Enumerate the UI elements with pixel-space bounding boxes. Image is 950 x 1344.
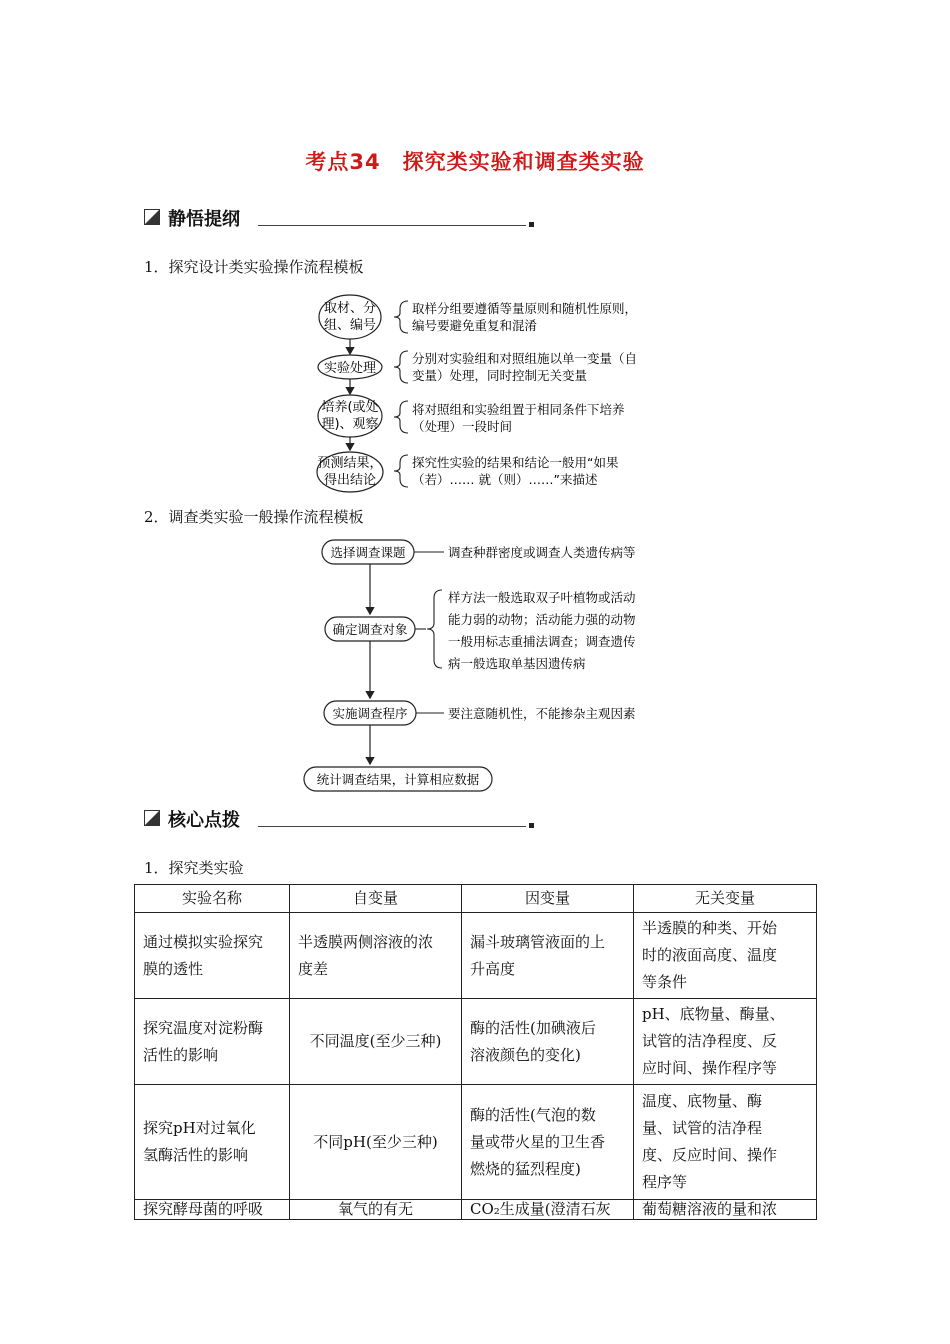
flow1-note1-line2: 编号要避免重复和混淆 [412,318,538,333]
table-cell [462,1085,634,1200]
table-cell [135,1200,290,1220]
subheading-inquiry-experiments: 1．探究类实验 [144,859,244,877]
flow1-note3-line1: 将对照组和实验组置于相同条件下培养 [412,402,625,417]
table-cell [135,913,290,999]
cell-line: 探究酵母菌的呼吸 [143,1200,264,1218]
section-rule [258,826,526,827]
cell-line: 探究温度对淀粉酶 [143,1018,264,1037]
section-title-outline: 静悟提纲 [168,209,240,230]
flow1-brace [394,301,408,333]
table-cell [290,913,462,999]
flow2-node-topic [322,540,414,564]
section-header-outline [144,206,534,230]
table-cell [290,1085,462,1200]
table-cell [634,913,817,999]
section-rule-end-dot [529,222,534,227]
flow1-node-sampling [319,295,381,339]
flow1-note1-line1: 取样分组要遵循等量原则和随机性原则， [412,301,638,316]
cell-line: 通过模拟实验探究 [143,932,264,951]
flow2-node-procedure [324,701,416,725]
flow2-node-object-label: 确定调查对象 [332,622,408,637]
table-row [135,1085,817,1200]
flow2-node-object [325,617,415,641]
flow1-note4-line2: （若）…… 就（则）……”来描述 [412,472,598,487]
flow2-node-statistics [304,767,492,791]
table-header-row [135,885,817,913]
cell-line: 半透膜的种类、开始 [642,919,778,937]
table-cell [462,913,634,999]
table-cell [634,1085,817,1200]
flow1-note4-line1: 探究性实验的结果和结论一般用“如果 [412,455,619,470]
table-cell [462,1200,634,1220]
cell-line: 酶的活性(气泡的数 [470,1105,596,1124]
cell-line: 温度、底物量、酶 [642,1092,763,1110]
cell-line: pH、底物量、酶量、 [642,1005,785,1023]
cell-line: 升高度 [470,959,516,978]
cell-line: 量或带火星的卫生香 [470,1132,606,1151]
section-rule [258,225,526,226]
page-title: 考点34 探究类实验和调查类实验 [305,150,645,174]
flow2-brace [427,590,442,668]
table-cell [290,999,462,1085]
flow2-note2-line1: 样方法一般选取双子叶植物或活动 [448,590,636,605]
cell-line: 度差 [298,959,329,978]
flow1-note3-line2: （处理）一段时间 [412,419,513,434]
cell-line: 不同pH(至少三种) [313,1132,438,1151]
cell-line: 应时间、操作程序等 [642,1059,778,1077]
table-cell [135,999,290,1085]
table-cell [462,999,634,1085]
section-title-core: 核心点拨 [168,810,240,831]
cell-line: 探究pH对过氧化 [143,1119,256,1137]
flow1-node-observe [318,395,382,437]
flow1-node-conclusion-line2: 得出结论 [323,473,377,488]
header-dependent-variable: 因变量 [462,885,634,913]
flow1-node-sampling-line2: 组、编号 [323,318,377,333]
cell-line: CO₂生成量(澄清石灰 [470,1200,611,1218]
flow2-note3: 要注意随机性，不能掺杂主观因素 [448,706,636,721]
flow2-node-procedure-label: 实施调查程序 [332,706,408,721]
subheading-survey-flow: 2．调查类实验一般操作流程模板 [144,508,364,526]
cell-line: 氧气的有无 [337,1200,413,1218]
flow1-brace [394,401,408,433]
flow2-note2-line3: 一般用标志重捕法调查；调查遗传 [448,634,636,649]
flow2-note1: 调查种群密度或调查人类遗传病等 [448,545,636,560]
cell-line: 时的液面高度、温度 [642,946,778,964]
cell-line: 程序等 [642,1173,688,1191]
table-cell [634,1200,817,1220]
table-cell [634,999,817,1085]
header-experiment-name: 实验名称 [135,885,290,913]
flow2-node-topic-label: 选择调查课题 [330,545,406,560]
flow1-note2-line2: 变量）处理，同时控制无关变量 [412,368,588,383]
survey-flow-diagram [300,538,660,798]
cell-line: 溶液颜色的变化) [470,1045,581,1064]
cell-line: 不同温度(至少三种) [309,1032,442,1050]
cell-line: 活性的影响 [143,1045,219,1064]
section-marker-icon [144,209,160,225]
experiment-table [134,884,817,1220]
flow1-node-conclusion-line1: 预测结果， [317,456,383,471]
flow1-node-treatment-label: 实验处理 [323,361,377,376]
flow2-note2-line4: 病一般选取单基因遗传病 [448,656,586,671]
table-row [135,1200,817,1220]
flow1-node-sampling-line1: 取材、分 [323,301,377,316]
section-header-core [144,807,534,831]
cell-line: 度、反应时间、操作 [642,1146,778,1164]
inquiry-flow-diagram [310,293,650,493]
cell-line: 氢酶活性的影响 [143,1146,249,1164]
cell-line: 量、试管的洁净程 [642,1119,763,1137]
cell-line: 葡萄糖溶液的量和浓 [642,1200,778,1218]
table-cell [135,1085,290,1200]
flow1-brace [394,455,408,487]
table-cell [290,1200,462,1220]
cell-line: 半透膜两侧溶液的浓 [298,932,434,951]
section-rule-end-dot [529,823,534,828]
flow1-node-observe-line1: 培养(或处 [321,400,379,415]
flow1-brace [394,351,408,383]
cell-line: 等条件 [642,973,688,991]
cell-line: 膜的透性 [143,959,204,978]
flow1-note2-line1: 分别对实验组和对照组施以单一变量（自 [412,351,638,366]
header-independent-variable: 自变量 [290,885,462,913]
cell-line: 试管的洁净程度、反 [642,1032,778,1050]
cell-line: 酶的活性(加碘液后 [470,1018,596,1037]
subheading-inquiry-flow: 1．探究设计类实验操作流程模板 [144,258,364,276]
section-marker-icon [144,810,160,826]
cell-line: 燃烧的猛烈程度) [470,1159,581,1178]
flow1-node-conclusion [317,452,383,492]
cell-line: 漏斗玻璃管液面的上 [470,932,606,951]
table-row [135,913,817,999]
header-irrelevant-variable: 无关变量 [634,885,817,913]
flow2-note2-line2: 能力弱的动物；活动能力强的动物 [448,612,636,627]
table-row [135,999,817,1085]
flow1-node-observe-line2: 理)、观察 [321,417,379,432]
flow1-node-treatment [318,355,382,379]
flow2-node-statistics-label: 统计调查结果，计算相应数据 [316,772,480,787]
